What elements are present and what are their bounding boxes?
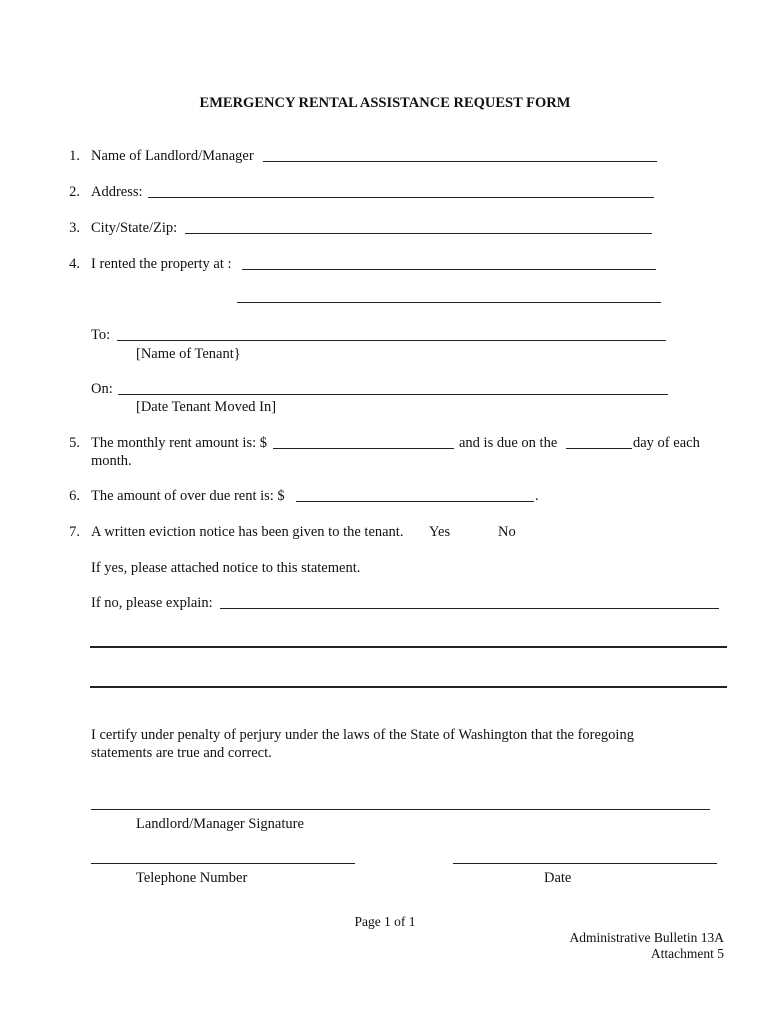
property-field-line-1[interactable] xyxy=(242,269,656,270)
day-of-each-label: day of each xyxy=(633,435,700,451)
item-2-number: 2. xyxy=(69,184,80,200)
monthly-rent-field[interactable] xyxy=(273,448,454,449)
address-field[interactable] xyxy=(148,197,654,198)
move-in-date-field[interactable] xyxy=(118,394,668,395)
on-label: On: xyxy=(91,381,113,397)
tenant-name-hint: [Name of Tenant} xyxy=(136,346,241,362)
overdue-rent-field[interactable] xyxy=(296,501,534,502)
property-field-line-2[interactable] xyxy=(237,302,661,303)
page-number: Page 1 of 1 xyxy=(354,914,416,929)
city-state-zip-label: City/State/Zip: xyxy=(91,220,178,236)
certification-line-2: statements are true and correct. xyxy=(91,745,272,761)
bulletin-reference: Administrative Bulletin 13A xyxy=(569,930,724,945)
tenant-name-field[interactable] xyxy=(117,340,666,341)
item-6-number: 6. xyxy=(69,488,80,504)
monthly-rent-label: The monthly rent amount is: $ xyxy=(91,435,267,451)
date-field[interactable] xyxy=(453,863,717,864)
landlord-signature-label: Landlord/Manager Signature xyxy=(136,816,304,832)
city-state-zip-field[interactable] xyxy=(185,233,652,234)
item-7-number: 7. xyxy=(69,524,80,540)
date-label: Date xyxy=(544,870,572,886)
if-no-label: If no, please explain: xyxy=(91,595,213,611)
telephone-field[interactable] xyxy=(91,863,355,864)
eviction-yes-option[interactable]: Yes xyxy=(429,524,451,540)
item-3-number: 3. xyxy=(69,220,80,236)
explain-field-line-1[interactable] xyxy=(220,608,719,609)
explain-field-line-3[interactable] xyxy=(90,686,727,688)
if-yes-instruction: If yes, please attached notice to this statement. xyxy=(91,560,361,576)
item-5-number: 5. xyxy=(69,435,80,451)
address-label: Address: xyxy=(91,184,143,200)
move-in-date-hint: [Date Tenant Moved In] xyxy=(136,399,277,415)
to-label: To: xyxy=(91,327,111,343)
page-title: EMERGENCY RENTAL ASSISTANCE REQUEST FORM xyxy=(199,95,571,111)
landlord-name-field[interactable] xyxy=(263,161,657,162)
eviction-no-option[interactable]: No xyxy=(498,524,516,540)
due-on-label: and is due on the xyxy=(459,435,558,451)
overdue-rent-label: The amount of over due rent is: $ xyxy=(91,488,285,504)
month-label: month. xyxy=(91,453,132,469)
explain-field-line-2[interactable] xyxy=(90,646,727,648)
due-day-field[interactable] xyxy=(566,448,632,449)
item-1-number: 1. xyxy=(69,148,80,164)
telephone-label: Telephone Number xyxy=(136,870,248,886)
property-label: I rented the property at : xyxy=(91,256,232,272)
landlord-name-label: Name of Landlord/Manager xyxy=(91,148,254,164)
certification-line-1: I certify under penalty of perjury under the laws of the State of Washington that the foregoing xyxy=(91,727,634,743)
attachment-reference: Attachment 5 xyxy=(650,946,724,961)
item-4-number: 4. xyxy=(69,256,80,272)
overdue-rent-period: . xyxy=(535,488,539,504)
landlord-signature-field[interactable] xyxy=(91,809,710,810)
eviction-notice-label: A written eviction notice has been given to the tenant. xyxy=(91,524,404,540)
